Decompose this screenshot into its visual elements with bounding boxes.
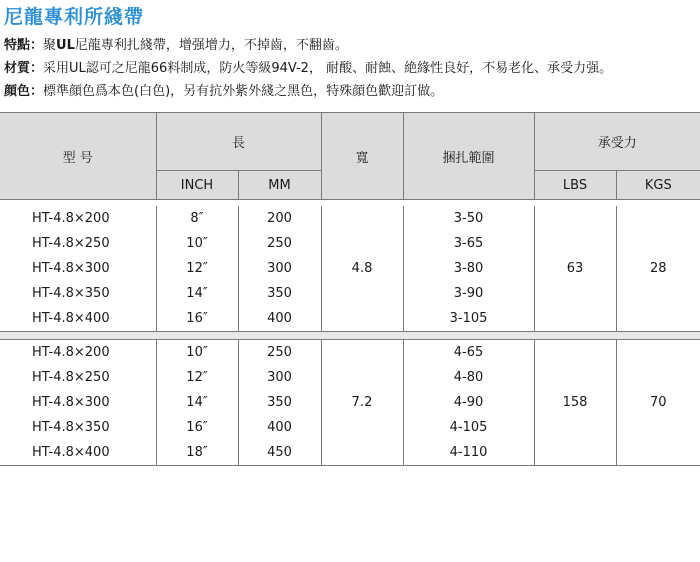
page-title: 尼龍專利所綫帶 (4, 6, 145, 28)
features-line (4, 34, 348, 53)
header-mm: MM (238, 171, 321, 200)
cell-inch: 12″ (156, 365, 238, 390)
cell-inch: 12″ (156, 256, 238, 281)
cell-range: 3-65 (403, 231, 534, 256)
cell-range: 4-65 (403, 340, 534, 366)
cell-mm: 300 (238, 256, 321, 281)
cell-inch: 16″ (156, 415, 238, 440)
cell-model: HT-4.8×400 (0, 440, 156, 466)
cell-inch: 16″ (156, 306, 238, 332)
cell-model: HT-4.8×300 (0, 256, 156, 281)
cell-inch: 10″ (156, 231, 238, 256)
cell-mm: 400 (238, 415, 321, 440)
header-lbs: LBS (534, 171, 616, 200)
spec-table (0, 112, 700, 474)
header-kgs: KGS (616, 171, 700, 200)
cell-range: 3-50 (403, 206, 534, 231)
cell-kgs: 70 (616, 340, 700, 466)
cell-inch: 18″ (156, 440, 238, 466)
cell-inch: 14″ (156, 390, 238, 415)
color-line (4, 80, 443, 99)
cell-model: HT-4.8×200 (0, 340, 156, 366)
cell-model: HT-4.8×350 (0, 281, 156, 306)
material-text: 采用UL認可之尼龍66料制成，防火等級94V-2， 耐酸、耐蝕、絶緣性良好，不易老化、承受力强。 (43, 61, 613, 76)
cell-mm: 400 (238, 306, 321, 332)
cell-mm: 350 (238, 390, 321, 415)
cell-mm: 450 (238, 440, 321, 466)
cell-inch: 14″ (156, 281, 238, 306)
cell-range: 3-80 (403, 256, 534, 281)
cell-model: HT-4.8×400 (0, 306, 156, 332)
table-row (0, 340, 700, 366)
features-prefix: 聚 (43, 38, 57, 53)
header-width: 寬 (321, 113, 403, 200)
cell-range: 4-80 (403, 365, 534, 390)
header-model: 型 号 (0, 113, 156, 200)
cell-range: 3-105 (403, 306, 534, 332)
cell-mm: 250 (238, 340, 321, 366)
cell-inch: 8″ (156, 206, 238, 231)
features-bold: UL (56, 38, 75, 53)
features-text: 尼龍專利扎綫帶，增强增力，不掉齒，不翻齒。 (74, 38, 348, 53)
cell-model: HT-4.8×250 (0, 365, 156, 390)
color-text: 標準顔色爲本色(白色)，另有抗外紫外綫之黑色，特殊顔色歡迎訂做。 (43, 84, 444, 99)
cell-kgs: 28 (616, 206, 700, 332)
color-label: 顔色： (4, 84, 44, 99)
cell-mm: 350 (238, 281, 321, 306)
cell-mm: 300 (238, 365, 321, 390)
cell-model: HT-4.8×250 (0, 231, 156, 256)
header-length: 長 (156, 113, 321, 171)
cell-width: 4.8 (321, 206, 403, 332)
cell-lbs: 158 (534, 340, 616, 466)
table-row (0, 206, 700, 231)
group-separator (0, 332, 700, 340)
features-label: 特點： (4, 38, 44, 53)
header-range: 捆扎範圍 (403, 113, 534, 200)
material-line (4, 57, 612, 76)
material-label: 材質： (4, 61, 44, 76)
cell-model: HT-4.8×200 (0, 206, 156, 231)
cell-mm: 200 (238, 206, 321, 231)
cell-model: HT-4.8×350 (0, 415, 156, 440)
cell-range: 3-90 (403, 281, 534, 306)
header-strength: 承受力 (534, 113, 700, 171)
cell-range: 4-110 (403, 440, 534, 466)
header-inch: INCH (156, 171, 238, 200)
cell-inch: 10″ (156, 340, 238, 366)
cell-mm: 250 (238, 231, 321, 256)
cell-range: 4-105 (403, 415, 534, 440)
cell-model: HT-4.8×300 (0, 390, 156, 415)
cell-range: 4-90 (403, 390, 534, 415)
cell-width: 7.2 (321, 340, 403, 466)
cell-lbs: 63 (534, 206, 616, 332)
